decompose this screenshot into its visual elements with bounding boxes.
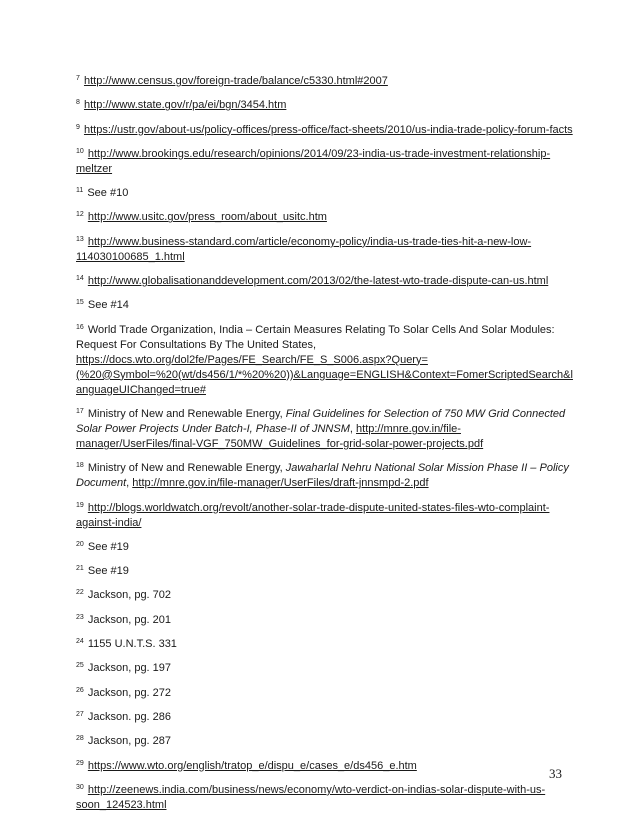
- footnote-link[interactable]: http://www.brookings.edu/research/opinions/2014/09/23-india-us-trade-investment-relationship-meltzer: [76, 147, 551, 175]
- footnote-number: 28: [76, 735, 84, 743]
- footnote-link[interactable]: http://blogs.worldwatch.org/revolt/another-solar-trade-dispute-united-states-files-wto-complaint-against-india/: [76, 501, 550, 529]
- footnote-text: Jackson, pg. 272: [87, 686, 172, 699]
- footnote-number: 9: [76, 123, 80, 131]
- footnote-link[interactable]: https://www.wto.org/english/tratop_e/dispu_e/cases_e/ds456_e.htm: [87, 759, 417, 772]
- footnote-number: 24: [76, 638, 84, 646]
- footnote-8: [76, 98, 576, 113]
- footnote-text: See #10: [87, 187, 129, 200]
- footnote-number: 30: [76, 783, 84, 791]
- footnote-link[interactable]: http://mnre.gov.in/file-manager/UserFiles/draft-jnnsmpd-2.pdf: [132, 477, 429, 490]
- footnote-text: World Trade Organization, India – Certain Measures Relating To Solar Cells And Solar Modules: Request For Consultations By The United States,: [76, 323, 555, 351]
- footnote-14: [76, 274, 576, 289]
- footnote-11: [76, 186, 576, 201]
- footnote-9: [76, 123, 576, 138]
- footnote-text: See #19: [87, 540, 129, 553]
- footnote-number: 18: [76, 462, 84, 470]
- footnote-28: [76, 734, 576, 749]
- footnote-number: 25: [76, 662, 84, 670]
- footnotes-list: [76, 74, 576, 822]
- footnote-number: 7: [76, 75, 80, 82]
- footnote-text: See #19: [87, 565, 129, 578]
- footnote-link[interactable]: http://zeenews.india.com/business/news/economy/wto-verdict-on-indias-solar-dispute-with-us-soon_124523.html: [76, 783, 546, 811]
- footnote-21: [76, 564, 576, 579]
- page-number: 33: [549, 766, 562, 781]
- footnote-text: See #14: [87, 299, 129, 312]
- footnote-link[interactable]: http://mnre.gov.in/file-manager/UserFiles/final-VGF_750MW_Guidelines_for-grid-solar-power-projects.pdf: [76, 422, 484, 450]
- footnote-link[interactable]: https://docs.wto.org/dol2fe/Pages/FE_Search/FE_S_S006.aspx?Query=(%20@Symbol=%20(wt/ds456/1/*%20%20))&Language=ENGLISH&Context=FomerScriptedSearch&languageUIChanged=true#: [76, 353, 573, 396]
- footnote-26: [76, 686, 576, 701]
- footnote-number: 14: [76, 275, 84, 283]
- footnote-link[interactable]: http://www.business-standard.com/article/economy-policy/india-us-trade-ties-hit-a-new-low-114030100685_1.html: [76, 235, 532, 263]
- footnote-number: 20: [76, 540, 84, 548]
- footnote-link[interactable]: http://www.globalisationanddevelopment.com/2013/02/the-latest-wto-trade-dispute-can-us.html: [87, 275, 549, 288]
- footnote-19: [76, 501, 576, 531]
- footnote-20: [76, 540, 576, 555]
- footnote-number: 12: [76, 211, 84, 219]
- footnote-text: Ministry of New and Renewable Energy,: [87, 462, 286, 475]
- footnote-separator: ,: [349, 422, 357, 435]
- footnote-7: [76, 74, 576, 89]
- footnote-number: 16: [76, 323, 84, 331]
- footnote-number: 10: [76, 147, 84, 155]
- footnote-number: 17: [76, 407, 84, 415]
- footnote-15: [76, 298, 576, 313]
- footnote-text: Jackson. pg. 286: [87, 710, 172, 723]
- footnote-number: 23: [76, 613, 84, 621]
- footnote-title: Final Guidelines for Selection of 750 MW Grid Connected Solar Power Projects Under Batch-I, Phase-II of JNNSM: [76, 407, 566, 435]
- footnote-text: Ministry of New and Renewable Energy,: [87, 407, 286, 420]
- footnote-link[interactable]: http://www.usitc.gov/press_room/about_usitc.htm: [87, 211, 327, 224]
- footnote-number: 11: [76, 187, 84, 195]
- footnote-number: 29: [76, 759, 84, 767]
- footnote-title: Jawaharlal Nehru National Solar Mission Phase II – Policy Document: [76, 462, 569, 490]
- footnote-12: [76, 210, 576, 225]
- footnote-24: [76, 637, 576, 652]
- footnote-text: Jackson, pg. 287: [87, 735, 172, 748]
- footnote-17: [76, 407, 576, 452]
- footnote-number: 15: [76, 299, 84, 307]
- footnote-number: 27: [76, 710, 84, 718]
- footnote-number: 21: [76, 565, 84, 573]
- footnote-16: [76, 323, 576, 398]
- footnote-10: [76, 147, 576, 177]
- footnote-text: Jackson, pg. 702: [87, 589, 172, 602]
- footnote-23: [76, 613, 576, 628]
- footnote-22: [76, 588, 576, 603]
- footnote-30: [76, 783, 576, 813]
- footnote-number: 13: [76, 235, 84, 243]
- footnote-27: [76, 710, 576, 725]
- footnote-number: 26: [76, 686, 84, 694]
- footnote-number: 19: [76, 501, 84, 509]
- footnote-separator: ,: [126, 477, 133, 490]
- footnote-link[interactable]: http://www.state.gov/r/pa/ei/bgn/3454.htm: [83, 99, 287, 112]
- footnote-link[interactable]: http://www.census.gov/foreign-trade/balance/c5330.html#2007: [83, 75, 388, 87]
- footnote-link[interactable]: https://ustr.gov/about-us/policy-offices/press-office/fact-sheets/2010/us-india-trade-policy-forum-facts: [83, 123, 573, 136]
- footnote-text: Jackson, pg. 197: [87, 662, 172, 675]
- footnote-number: 22: [76, 589, 84, 597]
- footnote-number: 8: [76, 99, 80, 107]
- footnote-text: 1155 U.N.T.S. 331: [87, 638, 177, 651]
- footnote-13: [76, 235, 576, 265]
- footnote-text: Jackson, pg. 201: [87, 613, 172, 626]
- footnote-25: [76, 661, 576, 676]
- footnote-18: [76, 461, 576, 491]
- footnote-29: [76, 759, 576, 774]
